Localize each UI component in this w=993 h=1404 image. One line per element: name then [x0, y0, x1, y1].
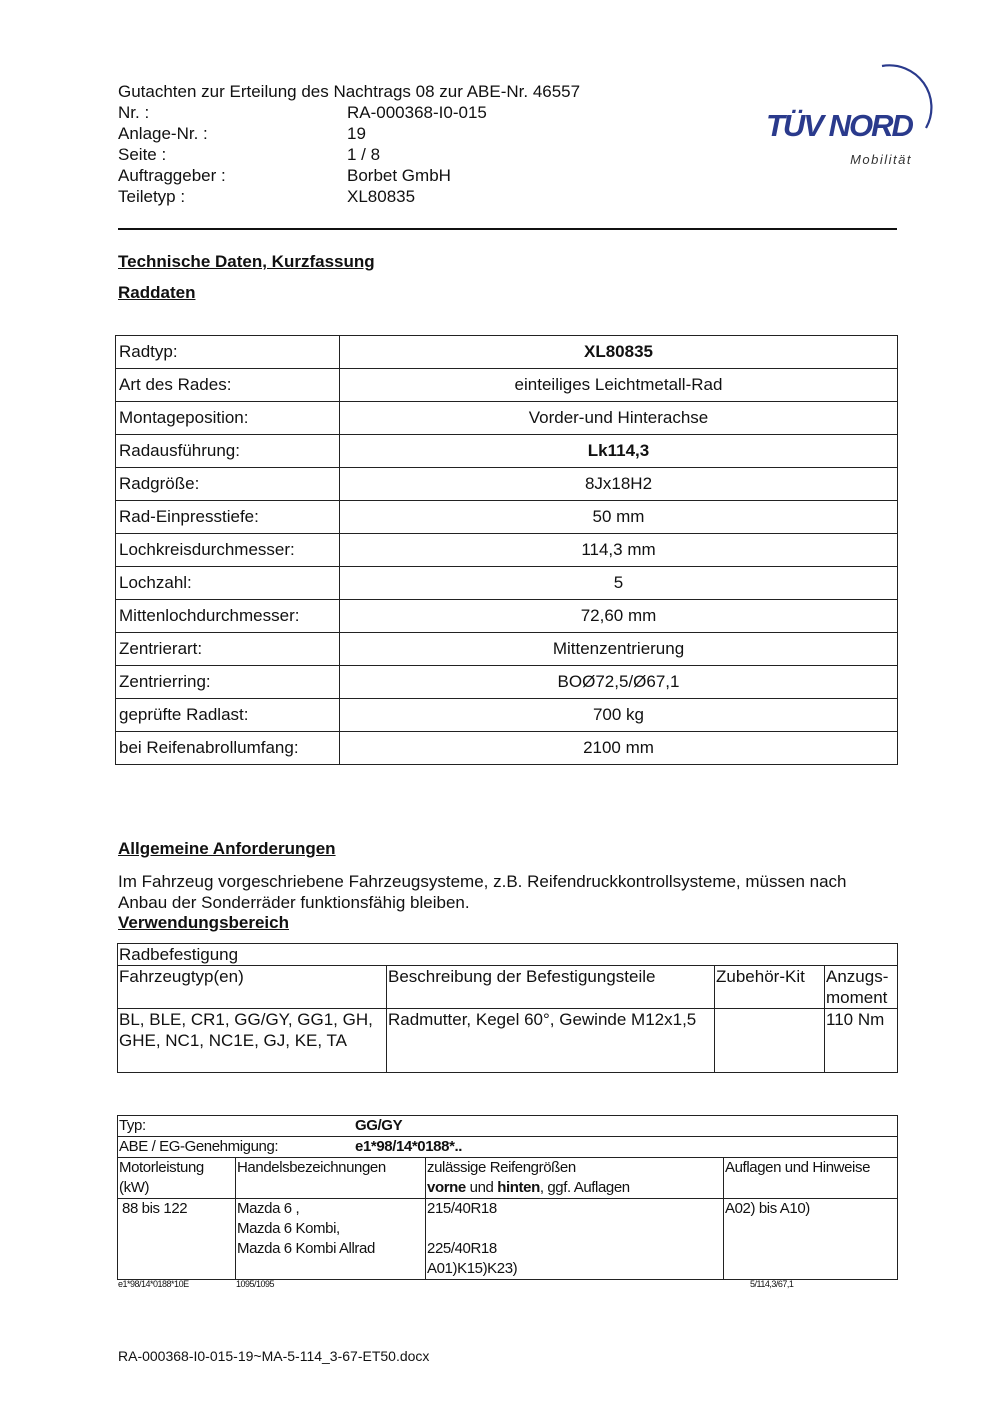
header-divider [118, 228, 897, 230]
row-value: einteiliges Leichtmetall-Rad [340, 369, 898, 402]
field-label: Nr. : [118, 103, 150, 122]
trade-name: Mazda 6 Kombi Allrad [237, 1240, 375, 1257]
field-value: RA-000368-I0-015 [347, 103, 487, 122]
row-value: Mittenzentrierung [340, 633, 898, 666]
row-label: bei Reifenabrollumfang: [116, 732, 340, 765]
table-row [116, 600, 898, 633]
section-title: Technische Daten, Kurzfassung [118, 252, 375, 271]
row-value: 72,60 mm [340, 600, 898, 633]
table-row [116, 534, 898, 567]
table-row [116, 732, 898, 765]
row-value: 700 kg [340, 699, 898, 732]
column-header: Anzugs-moment [825, 966, 898, 1009]
small-code: e1*98/14*0188*10E [118, 1279, 189, 1289]
row-value: Vorder-und Hinterachse [340, 402, 898, 435]
row-value: 5 [340, 567, 898, 600]
row-label: Zentrierart: [116, 633, 340, 666]
table-row [116, 567, 898, 600]
table-cell: Radmutter, Kegel 60°, Gewinde M12x1,5 [387, 1009, 715, 1073]
table-row [116, 435, 898, 468]
table-cell: A02) bis A10) [724, 1199, 898, 1280]
header-field [118, 144, 580, 165]
svg-text:Mobilität: Mobilität [850, 152, 912, 167]
column-header [426, 1158, 724, 1199]
row-label: Mittenlochdurchmesser: [116, 600, 340, 633]
row-value: XL80835 [340, 336, 898, 369]
table-row [116, 402, 898, 435]
document-header [118, 81, 580, 207]
row-label: Radausführung: [116, 435, 340, 468]
small-code: 5/114,3/67,1 [750, 1279, 794, 1289]
section-subtitle: Verwendungsbereich [118, 913, 289, 932]
table-title: Radbefestigung [118, 944, 898, 966]
table-row [116, 633, 898, 666]
table-row [116, 336, 898, 369]
vehicle-table [117, 1115, 898, 1280]
typ-row [118, 1116, 898, 1137]
table-row [116, 699, 898, 732]
tire-spacer [427, 1219, 722, 1239]
row-label: Radtyp: [116, 336, 340, 369]
column-header: Motorleistung (kW) [118, 1158, 236, 1199]
table-cell [236, 1199, 426, 1280]
header-field [118, 165, 580, 186]
table-cell: 110 Nm [825, 1009, 898, 1073]
header-field [118, 123, 580, 144]
field-label: Seite : [118, 145, 167, 164]
table-cell [426, 1199, 724, 1280]
befestigung-table [117, 943, 898, 1073]
abe-row [118, 1137, 898, 1158]
row-label: Lochzahl: [116, 567, 340, 600]
section-subtitle: Raddaten [118, 283, 196, 302]
row-label: Rad-Einpresstiefe: [116, 501, 340, 534]
row-value: Lk114,3 [340, 435, 898, 468]
raddaten-table [115, 335, 898, 765]
trade-name: Mazda 6 Kombi, [237, 1220, 340, 1237]
field-value: 19 [347, 124, 366, 143]
table-cell: BL, BLE, CR1, GG/GY, GG1, GH, GHE, NC1, NC1E, GJ, KE, TA [118, 1009, 387, 1073]
header-field [118, 102, 580, 123]
abe-label: ABE / EG-Genehmigung: [119, 1138, 279, 1155]
row-label: Zentrierring: [116, 666, 340, 699]
typ-label: Typ: [119, 1117, 146, 1134]
row-value: 50 mm [340, 501, 898, 534]
footer-filename: RA-000368-I0-015-19~MA-5-114_3-67-ET50.docx [118, 1348, 430, 1364]
tire-size: 225/40R18 [427, 1240, 497, 1257]
table-row [116, 666, 898, 699]
trade-name: Mazda 6 , [237, 1200, 300, 1217]
column-header: Fahrzeugtyp(en) [118, 966, 387, 1009]
row-value: 2100 mm [340, 732, 898, 765]
table-cell [715, 1009, 825, 1073]
reifen-header-line1: zulässige Reifengrößen [427, 1159, 576, 1176]
typ-value: GG/GY [355, 1117, 403, 1134]
row-value: 8Jx18H2 [340, 468, 898, 501]
row-value: 114,3 mm [340, 534, 898, 567]
row-label: Lochkreisdurchmesser: [116, 534, 340, 567]
column-header: Auflagen und Hinweise [724, 1158, 898, 1199]
field-value: XL80835 [347, 187, 416, 206]
column-header: Zubehör-Kit [715, 966, 825, 1009]
tire-notes: A01)K15)K23) [427, 1260, 518, 1277]
row-label: Montageposition: [116, 402, 340, 435]
table-row [116, 501, 898, 534]
field-value: Borbet GmbH [347, 166, 451, 185]
requirements-text: Im Fahrzeug vorgeschriebene Fahrzeugsysteme, z.B. Reifendruckkontrollsysteme, müssen nach Anbau der Sonderräder funktionsfähig bleiben. [118, 872, 847, 912]
row-label: Art des Rades: [116, 369, 340, 402]
column-header: Beschreibung der Befestigungsteile [387, 966, 715, 1009]
header-field [118, 186, 580, 207]
table-cell: 88 bis 122 [118, 1199, 236, 1280]
small-code: 1095/1095 [236, 1279, 275, 1289]
table-row [116, 468, 898, 501]
row-label: geprüfte Radlast: [116, 699, 340, 732]
table-row [116, 369, 898, 402]
row-label: Radgröße: [116, 468, 340, 501]
row-value: BOØ72,5/Ø67,1 [340, 666, 898, 699]
field-label: Anlage-Nr. : [118, 124, 208, 143]
reifen-header-line2: vorne und hinten, ggf. Auflagen [427, 1179, 630, 1196]
document-title: Gutachten zur Erteilung des Nachtrags 08 zur ABE-Nr. 46557 [118, 82, 581, 101]
tuv-nord-logo [764, 58, 944, 173]
section-title: Allgemeine Anforderungen [118, 839, 336, 858]
field-label: Teiletyp : [118, 187, 186, 206]
svg-text:TÜV NORD: TÜV NORD [766, 108, 912, 143]
column-header: Handelsbezeichnungen [236, 1158, 426, 1199]
field-label: Auftraggeber : [118, 166, 226, 185]
field-value: 1 / 8 [347, 145, 381, 164]
abe-value: e1*98/14*0188*.. [355, 1138, 463, 1155]
tire-size: 215/40R18 [427, 1200, 497, 1217]
